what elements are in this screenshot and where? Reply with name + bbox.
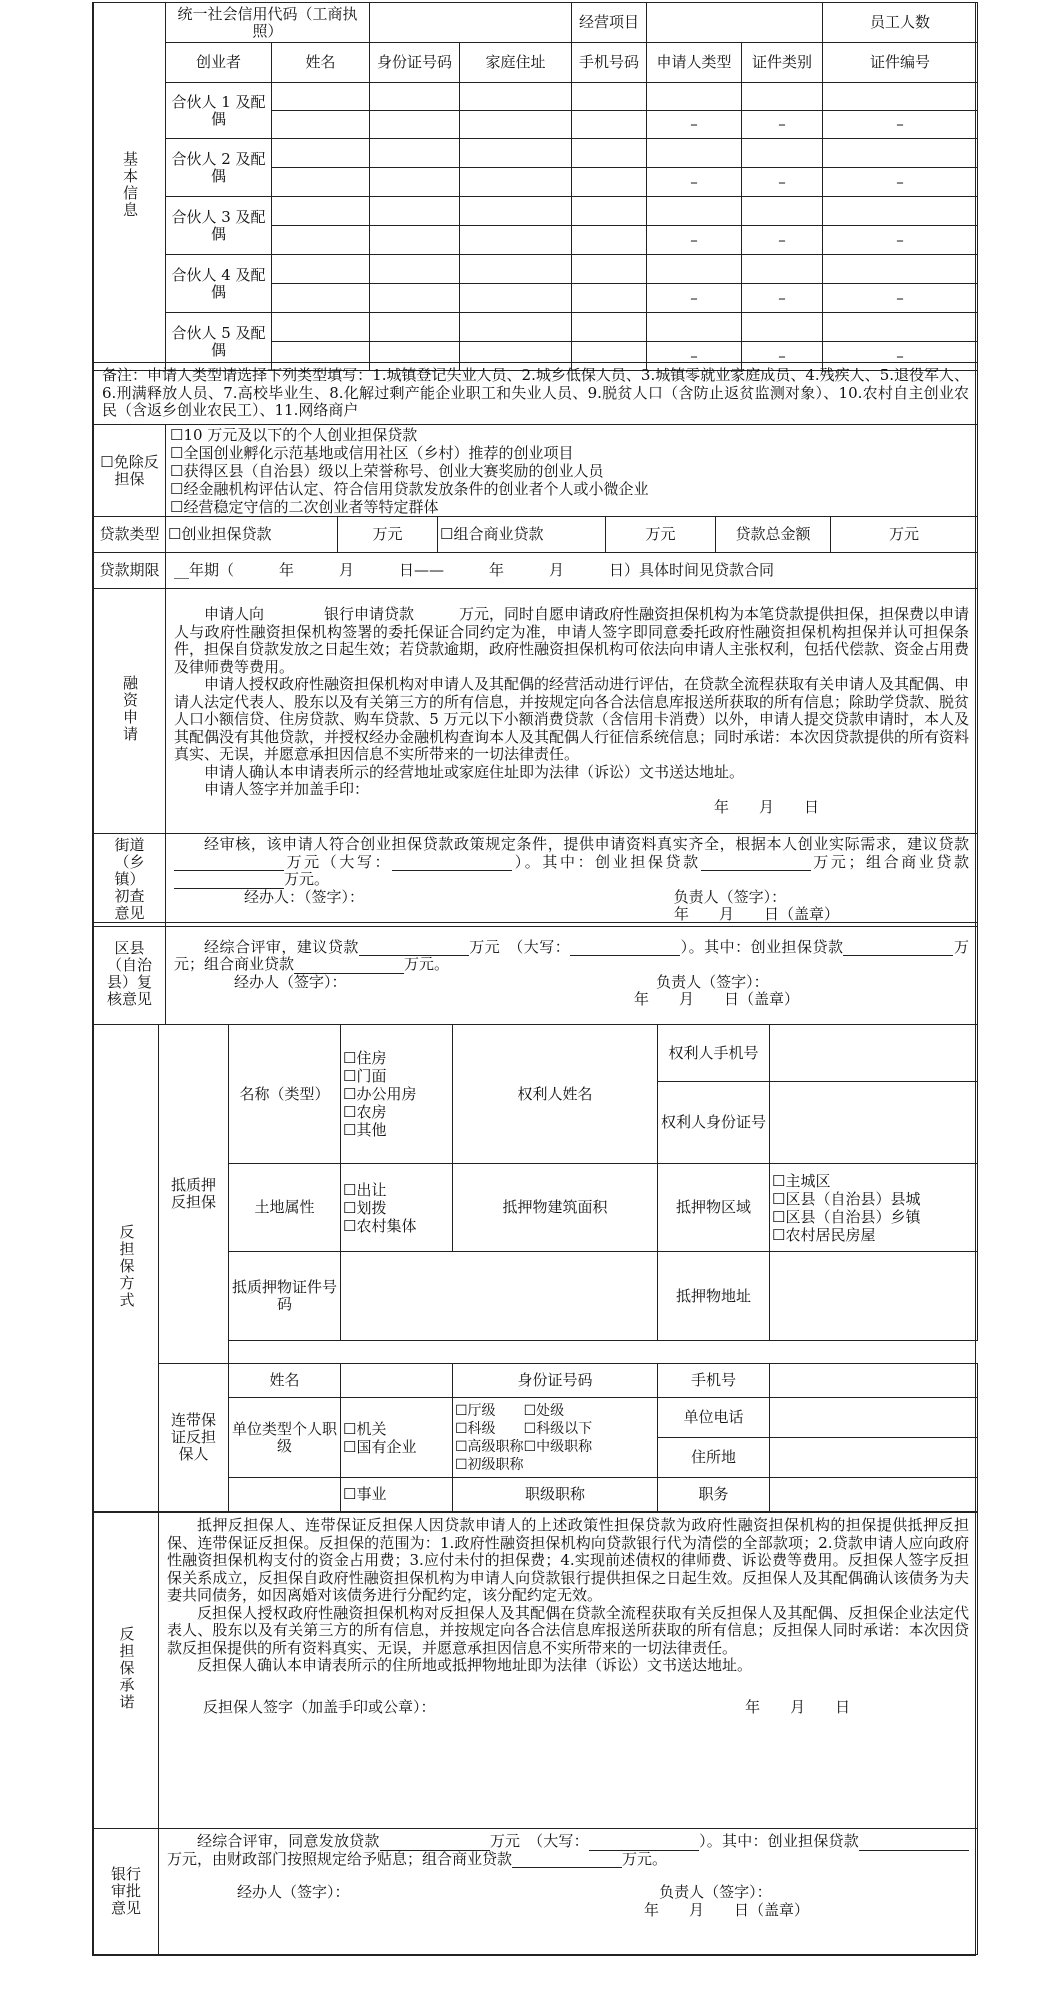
title-middle[interactable]: ☐中级职称 <box>523 1438 593 1455</box>
financing-para-2: 申请人授权政府性融资担保机构对申请人及其配偶的经营活动进行评估，在贷款全流程获取有关申请人及其配偶、申请人法定代表人、股东以及有关第三方的所有信息，并按规定向各合法信息库报送所获取的所有信息；除助学贷款、脱贫人口小额信贷、住房贷款、购车贷款、5 万元以下小额消费贷款（含信用卡消费）以外，申请人提交贷款申请时，本人及其配偶没有其他贷款，并授权经办金融机构查询本人及其配偶人行征信系统信息；同时承诺：本次因贷款提供的所有资料真实、无误，并愿意承担因信息不实所带来的一切法律责任。 <box>174 675 970 763</box>
guarantee-loan-checkbox[interactable]: ☐创业担保贷款 <box>166 517 338 553</box>
cell[interactable] <box>823 255 978 284</box>
exempt-option-1[interactable]: ☐10 万元及以下的个人创业担保贷款 <box>170 425 418 444</box>
county-opinion-section <box>92 922 976 1025</box>
promise-label: 反担保承诺 <box>94 1513 159 1829</box>
partner-4-label: 合伙人 4 及配偶 <box>166 255 272 313</box>
street-handler[interactable]: 经办人：（签字）： <box>244 887 365 906</box>
header-address: 家庭住址 <box>460 43 572 83</box>
header-id: 身份证号码 <box>370 43 460 83</box>
promise-date: 年 月 日 <box>745 1697 851 1716</box>
guarantee-unit: 万元 <box>338 517 438 553</box>
cell[interactable] <box>272 83 370 111</box>
partner-2-label: 合伙人 2 及配偶 <box>166 139 272 197</box>
dash: – <box>742 111 823 139</box>
cell[interactable] <box>823 83 978 111</box>
cell[interactable] <box>572 139 647 168</box>
cell[interactable] <box>272 226 370 255</box>
promise-para-1: 抵押反担保人、连带保证反担保人因贷款申请人的上述政策性担保贷款为政府性融资担保机构的担保提供抵押反担保、连带保证反担保。反担保的范围为：1.政府性融资担保机构向贷款银行代为清偿的全部款项；2.贷款申请人应向政府性融资担保机构支付的资金占用费；3.应付未付的担保费；4.实现前述债权的律师费、诉讼费等费用。反担保人签字反担保关系成立，反担保自政府性融资担保机构为申请人向贷款银行提供担保之日起生效。反担保人及其配偶确认该债务为夫妻共同债务，如因离婚对该债务进行分配约定，该分配约定无效。 <box>167 1516 969 1604</box>
street-opinion-section <box>92 833 976 927</box>
total-label: 贷款总金额 <box>716 517 831 553</box>
cell[interactable] <box>370 197 460 226</box>
cell[interactable] <box>370 284 460 313</box>
dash: – <box>742 284 823 313</box>
exempt-option-3[interactable]: ☐获得区县（自治县）级以上荣誉称号、创业大赛奖励的创业人员 <box>170 461 604 480</box>
land-allocation[interactable]: ☐划拨 <box>343 1198 387 1217</box>
partner-1-label: 合伙人 1 及配偶 <box>166 83 272 139</box>
promise-para-3: 反担保人确认本申请表所示的住所地或抵押物地址即为法律（诉讼）文书送达地址。 <box>197 1656 753 1674</box>
county-date: 年 月 日（盖章） <box>633 990 799 1008</box>
dash: – <box>823 111 978 139</box>
residence-field[interactable] <box>770 1438 978 1478</box>
financing-date: 年 月 日 <box>713 797 819 816</box>
exempt-option-4[interactable]: ☐经金融机构评估认定、符合信用贷款发放条件的创业者个人或小微企业 <box>170 479 649 498</box>
unit-type-label: 单位类型个人职级 <box>229 1398 341 1478</box>
type-office[interactable]: ☐办公用房 <box>343 1085 417 1103</box>
guarantor-id-label: 身份证号码 <box>453 1364 658 1398</box>
cell[interactable] <box>572 83 647 111</box>
cell[interactable] <box>572 168 647 197</box>
region-label: 抵押物区域 <box>658 1164 770 1252</box>
bank-date: 年 月 日（盖章） <box>643 1900 809 1919</box>
financing-para-3: 申请人确认本申请表所示的经营地址或家庭住址即为法律（诉讼）文书送达地址。 <box>204 762 745 781</box>
cell[interactable] <box>742 197 823 226</box>
applicant-signature-label[interactable]: 申请人签字并加盖手印： <box>204 780 370 798</box>
cell[interactable] <box>572 111 647 139</box>
bank-text-1: 经综合评审，同意发放贷款 <box>197 1832 380 1850</box>
land-label: 土地属性 <box>229 1164 341 1252</box>
duty-label: 职务 <box>658 1478 770 1512</box>
cell[interactable] <box>742 255 823 284</box>
title-senior[interactable]: ☐高级职称 <box>455 1438 524 1455</box>
region-rural[interactable]: ☐农村居民房屋 <box>772 1225 876 1244</box>
county-leader[interactable]: 负责人（签字）： <box>656 972 769 991</box>
dash: – <box>647 284 742 313</box>
addr-field[interactable] <box>770 1252 978 1341</box>
dash: – <box>647 168 742 197</box>
promise-para-2: 反担保人授权政府性融资担保机构对反担保人及其配偶在贷款全流程获取有关反担保人及其配偶、反担保企业法定代表人、股东以及有关第三方的所有信息，并按规定向各合法信息库报送所获取的所有信息；反担保人同时承诺：本次因贷款反担保提供的所有资料真实、无误，并愿意承担因信息不实所带来的一切法律责任。 <box>167 1603 969 1657</box>
region-main[interactable]: ☐主城区 <box>772 1171 831 1190</box>
cell[interactable] <box>370 226 460 255</box>
cell[interactable] <box>572 313 647 342</box>
owner-phone-label: 权利人手机号 <box>658 1025 770 1082</box>
cell[interactable] <box>572 284 647 313</box>
county-text-2: 万元 （大写： <box>468 937 571 956</box>
cell[interactable] <box>370 313 460 342</box>
pledge-label: 抵质押反担保 <box>159 1025 229 1364</box>
cell[interactable] <box>823 139 978 168</box>
cell[interactable] <box>370 168 460 197</box>
cell[interactable] <box>572 226 647 255</box>
county-text-1: 经综合评审，建议贷款 <box>204 937 359 956</box>
rank-division[interactable]: ☐处级 <box>523 1402 565 1419</box>
owner-id-label: 权利人身份证号 <box>658 1082 770 1164</box>
rank-bureau[interactable]: ☐厅级 <box>455 1402 496 1419</box>
county-text-4: 万元；组合商业贷款 <box>174 937 969 973</box>
guarantor-name-field[interactable] <box>341 1364 453 1398</box>
total-unit: 万元 <box>831 517 978 553</box>
credit-code-field[interactable] <box>370 3 572 43</box>
cell[interactable] <box>823 313 978 342</box>
land-transfer[interactable]: ☐出让 <box>343 1180 387 1199</box>
street-text-3: ）。其中：创业担保贷款 <box>512 852 701 871</box>
cell[interactable] <box>742 313 823 342</box>
bank-text-2: 万元 （大写： <box>489 1832 589 1850</box>
cell[interactable] <box>460 168 572 197</box>
cell[interactable] <box>272 168 370 197</box>
cell[interactable] <box>647 313 742 342</box>
loan-term-label: 贷款期限 <box>94 553 166 589</box>
cell[interactable] <box>647 139 742 168</box>
guarantor-name-label: 姓名 <box>229 1364 341 1398</box>
business-item-label: 经营项目 <box>572 3 647 43</box>
header-type: 申请人类型 <box>647 43 742 83</box>
type-housing[interactable]: ☐住房 <box>343 1049 387 1067</box>
header-name: 姓名 <box>272 43 370 83</box>
credit-code-label: 统一社会信用代码（工商执照） <box>166 3 370 43</box>
joint-guarantor-label: 连带保证反担保人 <box>159 1364 229 1512</box>
type-storefront[interactable]: ☐门面 <box>343 1067 387 1085</box>
exempt-option-5[interactable]: ☐经营稳定守信的二次创业者等特定群体 <box>170 497 439 516</box>
street-text-4: 万元；组合商业贷款 <box>810 852 969 871</box>
financing-para-1: 申请人向 银行申请贷款 万元，同时自愿申请政府性融资担保机构为本笔贷款提供担保，担保费以申请人与政府性融资担保机构签署的委托保证合同约定为准，申请人签字即同意委托政府性融资担保机构担保并认可担保条件，担保自贷款发放之日起生效；若贷款逾期，政府性融资担保机构可依法向申请人主张权利，包括代偿款、资金占用费及律师费等费用。 <box>174 605 970 676</box>
partner-5-label: 合伙人 5 及配偶 <box>166 313 272 371</box>
dash: – <box>647 342 742 371</box>
cell[interactable] <box>460 226 572 255</box>
commercial-unit: 万元 <box>606 517 716 553</box>
cell[interactable] <box>742 83 823 111</box>
county-label: 区县（自治县）复核意见 <box>94 923 166 1025</box>
unit-phone-label: 单位电话 <box>658 1398 770 1438</box>
dash: – <box>823 284 978 313</box>
title-junior[interactable]: ☐初级职称 <box>455 1456 524 1473</box>
header-cert-no: 证件编号 <box>823 43 978 83</box>
owner-id-field[interactable] <box>770 1082 978 1164</box>
exempt-label[interactable]: ☐免除反担保 <box>94 425 166 517</box>
cell[interactable] <box>272 139 370 168</box>
loan-section <box>92 362 976 589</box>
unit-public-institution[interactable]: ☐事业 <box>341 1478 453 1512</box>
land-collective[interactable]: ☐农村集体 <box>343 1216 417 1235</box>
cell[interactable] <box>460 255 572 284</box>
dash: – <box>742 226 823 255</box>
cell[interactable] <box>272 313 370 342</box>
exempt-option-2[interactable]: ☐全国创业孵化示范基地或信用社区（乡村）推荐的创业项目 <box>170 443 574 462</box>
street-text-2: 万元（大写： <box>284 852 393 871</box>
owner-phone-field[interactable] <box>770 1025 978 1082</box>
bank-approval-section <box>92 1828 976 1956</box>
addr-label: 抵押物地址 <box>658 1252 770 1341</box>
dash: – <box>742 342 823 371</box>
dash: – <box>823 168 978 197</box>
name-type-label: 名称（类型） <box>229 1025 341 1164</box>
loan-type-label: 贷款类型 <box>94 517 166 553</box>
cell[interactable] <box>460 111 572 139</box>
unit-phone-field[interactable] <box>770 1398 978 1438</box>
cell[interactable] <box>647 255 742 284</box>
guarantor-signature-label[interactable]: 反担保人签字（加盖手印或公章）： <box>203 1697 436 1716</box>
bank-handler[interactable]: 经办人（签字）： <box>237 1883 350 1901</box>
type-farmhouse[interactable]: ☐农房 <box>343 1103 387 1121</box>
bank-text-4: 万元，由财政部门按照规定给予贴息；组合商业贷款 <box>167 1849 513 1868</box>
basic-info-label: 基本信息 <box>94 3 166 371</box>
residence-label: 住所地 <box>658 1438 770 1478</box>
cell[interactable] <box>370 139 460 168</box>
street-text-1: 经审核，该申请人符合创业担保贷款政策规定条件，提供申请资料真实齐全，根据本人创业实际需求，建议贷款 <box>204 835 969 853</box>
commercial-loan-checkbox[interactable]: ☐组合商业贷款 <box>438 517 606 553</box>
dash: – <box>647 226 742 255</box>
guarantor-phone-field[interactable] <box>770 1364 978 1398</box>
area-label: 抵押物建筑面积 <box>453 1164 658 1252</box>
financing-section <box>92 588 976 834</box>
loan-term-text[interactable]: __年期（ 年 月 日—— 年 月 日）具体时间见贷款合同 <box>166 553 978 589</box>
dash: – <box>742 168 823 197</box>
street-leader[interactable]: 负责人（签字）： <box>673 887 787 906</box>
business-item-field[interactable] <box>647 3 823 43</box>
owner-name-label: 权利人姓名 <box>453 1025 658 1164</box>
street-label: 街道（乡镇）初查意见 <box>94 834 166 927</box>
street-date: 年 月 日（盖章） <box>673 905 839 923</box>
cell[interactable] <box>370 255 460 284</box>
cert-label: 抵质押物证件号码 <box>229 1252 341 1341</box>
cell[interactable] <box>272 197 370 226</box>
header-phone: 手机号码 <box>572 43 647 83</box>
cell[interactable] <box>460 284 572 313</box>
cell[interactable] <box>370 83 460 111</box>
duty-field[interactable] <box>770 1478 978 1512</box>
bank-text-5: 万元。 <box>622 1849 668 1868</box>
header-entrepreneur: 创业者 <box>166 43 272 83</box>
cert-field[interactable] <box>341 1252 658 1341</box>
type-other[interactable]: ☐其他 <box>343 1121 387 1139</box>
bank-leader[interactable]: 负责人（签字）： <box>659 1883 772 1901</box>
dash: – <box>823 342 978 371</box>
header-cert-type: 证件类别 <box>742 43 823 83</box>
county-text-5: 万元。 <box>404 955 450 973</box>
financing-label: 融资申请 <box>94 589 166 834</box>
cell[interactable] <box>647 83 742 111</box>
cell[interactable] <box>272 284 370 313</box>
cell[interactable] <box>370 111 460 139</box>
promise-section <box>92 1512 976 1829</box>
counter-guarantee-section <box>92 1024 976 1512</box>
dash: – <box>823 226 978 255</box>
rank-below-section[interactable]: ☐科级以下 <box>523 1420 593 1437</box>
guarantor-extra-field[interactable] <box>229 1478 341 1512</box>
title-label: 职级职称 <box>453 1478 658 1512</box>
cell[interactable] <box>460 313 572 342</box>
county-handler[interactable]: 经办人（签字）： <box>234 972 347 991</box>
cell[interactable] <box>572 255 647 284</box>
dash: – <box>647 111 742 139</box>
street-text-5: 万元。 <box>284 870 330 888</box>
cell[interactable] <box>572 197 647 226</box>
basic-info-section <box>92 2 976 371</box>
unit-soe[interactable]: ☐国有企业 <box>343 1437 417 1456</box>
county-text-3: ）。其中：创业担保贷款 <box>680 937 844 956</box>
cell[interactable] <box>460 83 572 111</box>
cell[interactable] <box>460 197 572 226</box>
employees-label: 员工人数 <box>823 3 978 43</box>
cell[interactable] <box>272 255 370 284</box>
cell[interactable] <box>823 197 978 226</box>
applicant-type-note: 备注：申请人类型请选择下列类型填写：1.城镇登记失业人员、2.城乡低保人员、3.城镇零就业家庭成员、4.残疾人、5.退役军人、6.刑满释放人员、7.高校毕业生、8.化解过剩产能企业职工和失业人员、9.脱贫人口（含防止返贫监测对象）、10.农村自主创业农民（含返乡创业农民工）、11.网络商户 <box>94 363 978 425</box>
bank-text-3: ）。其中：创业担保贷款 <box>698 1832 859 1850</box>
unit-organ[interactable]: ☐机关 <box>343 1419 387 1438</box>
cell[interactable] <box>272 111 370 139</box>
cell[interactable] <box>742 139 823 168</box>
region-county-township[interactable]: ☐区县（自治县）乡镇 <box>772 1207 921 1226</box>
bank-label: 银行审批意见 <box>94 1829 159 1955</box>
cell[interactable] <box>647 197 742 226</box>
rank-section[interactable]: ☐科级 <box>455 1420 496 1437</box>
guarantor-phone-label: 手机号 <box>658 1364 770 1398</box>
region-county-town[interactable]: ☐区县（自治县）县城 <box>772 1189 921 1208</box>
cell[interactable] <box>460 139 572 168</box>
counter-label: 反担保方式 <box>94 1025 159 1512</box>
partner-3-label: 合伙人 3 及配偶 <box>166 197 272 255</box>
